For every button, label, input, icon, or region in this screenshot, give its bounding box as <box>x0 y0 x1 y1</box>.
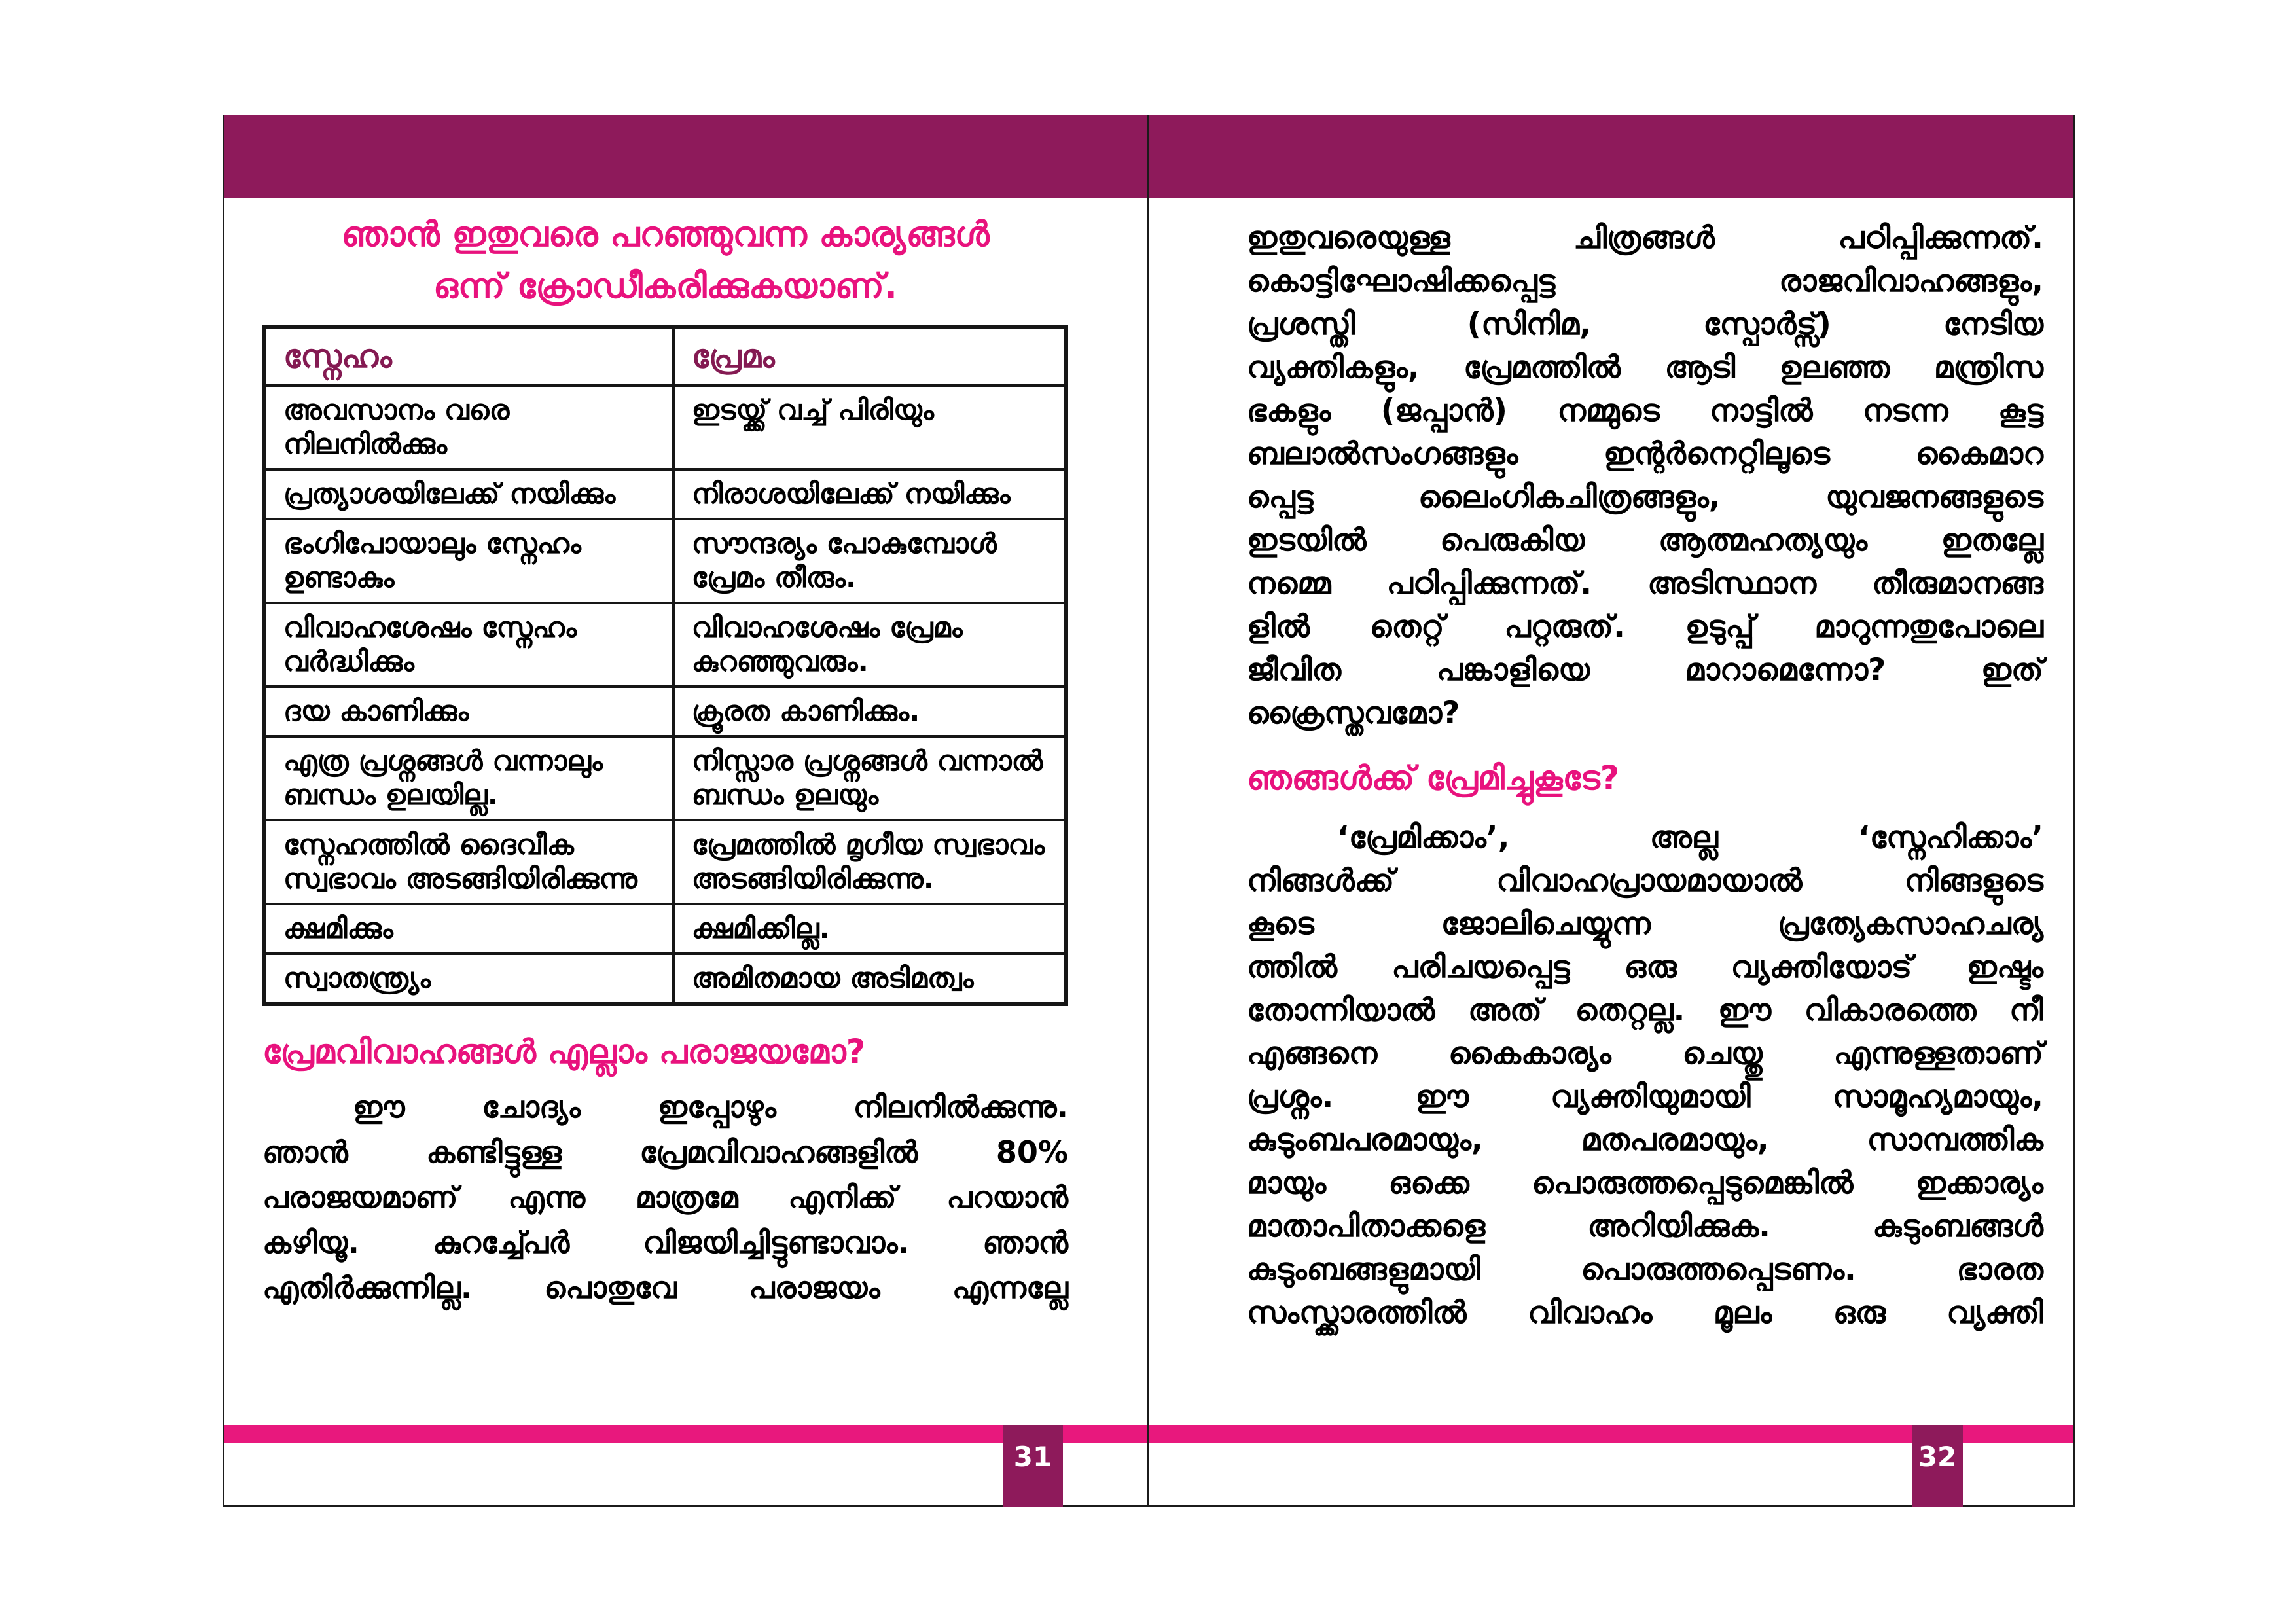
table-cell: ഇടയ്ക്ക് വച്ച് പിരിയും <box>673 386 1066 469</box>
left-page-content <box>224 198 1147 1310</box>
text-line: ഞാൻ ഇതുവരെ പറഞ്ഞുവന്ന കാര്യങ്ങൾ <box>341 215 990 255</box>
table-cell: എത്ര പ്രശ്നങ്ങൾ വന്നാലും ബന്ധം ഉലയില്ല. <box>264 736 673 820</box>
table-cell: അവസാനം വരെ നിലനിൽക്കും <box>264 386 673 469</box>
table-cell: ഭംഗിപോയാലും സ്നേഹം ഉണ്ടാകും <box>264 519 673 603</box>
comparison-table <box>262 325 1068 1006</box>
table-cell: ക്ഷമിക്കില്ല. <box>673 904 1066 954</box>
text-line: സംസ്ക്കാരത്തിൽ വിവാഹം മൂലം ഒരു വ്യക്തി <box>1247 1295 2043 1331</box>
table-cell: സ്വാതന്ത്ര്യം <box>264 954 673 1004</box>
table-cell: പ്രേമത്തിൽ മൃഗീയ സ്വഭാവം അടങ്ങിയിരിക്കുന്നു. <box>673 820 1066 904</box>
text-line: ഞാൻ കണ്ടിട്ടുള്ള പ്രേമവിവാഹങ്ങളിൽ 80% <box>262 1134 1068 1170</box>
right-page-number: 32 <box>1918 1441 1957 1473</box>
left-page-heading <box>262 209 1068 312</box>
text-line: കഴിയൂ. കുറച്ച്പേർ വിജയിച്ചിട്ടുണ്ടാവാം. ഞാൻ <box>262 1225 1068 1260</box>
left-section-heading: പ്രേമവിവാഹങ്ങൾ എല്ലാം പരാജയമോ? <box>262 1033 866 1072</box>
text-line: എങ്ങനെ കൈകാര്യം ചെയ്തു എന്നുള്ളതാണ് <box>1247 1036 2043 1072</box>
text-line: വ്യക്തികളും, പ്രേമത്തിൽ ആടി ഉലഞ്ഞ മന്ത്രിസ <box>1247 350 2043 386</box>
table-cell: നിസ്സാര പ്രശ്നങ്ങൾ വന്നാൽ ബന്ധം ഉലയും <box>673 736 1066 820</box>
text-line: കൊട്ടിഘോഷിക്കപ്പെട്ട രാജവിവാഹങ്ങളും, <box>1247 263 2043 299</box>
text-line: മാതാപിതാക്കളെ അറിയിക്കുക. കുടുംബങ്ങൾ <box>1247 1208 2043 1244</box>
text-line: ബലാൽസംഗങ്ങളും ഇന്റർനെറ്റിലൂടെ കൈമാറ <box>1247 436 2043 472</box>
table-row <box>264 469 1066 519</box>
table-header-row <box>264 327 1066 386</box>
left-page <box>224 115 1149 1505</box>
right-page-paragraph-2 <box>1247 816 2043 1335</box>
table-cell: ക്ഷമിക്കും <box>264 904 673 954</box>
text-line: പ്പെട്ട ലൈംഗികചിത്രങ്ങളും, യുവജനങ്ങളുടെ <box>1247 479 2043 515</box>
text-line: ‘പ്രേമിക്കാം’, അല്ല ‘സ്നേഹിക്കാം’ <box>1337 820 2043 856</box>
text-line: പ്രശ്നം. ഈ വ്യക്തിയുമായി സാമൂഹ്യമായും, <box>1247 1079 2043 1115</box>
table-cell: വിവാഹശേഷം പ്രേമം കുറഞ്ഞുവരും. <box>673 603 1066 687</box>
text-line: കുടുംബങ്ങളുമായി പൊരുത്തപ്പെടണം. ഭാരത <box>1247 1252 2043 1288</box>
table-cell: അമിതമായ അടിമത്വം <box>673 954 1066 1004</box>
table-row <box>264 904 1066 954</box>
text-line: ക്രൈസ്തവമോ? <box>1247 695 1460 731</box>
table-cell: ദയ കാണിക്കും <box>264 687 673 736</box>
text-line: ളിൽ തെറ്റ് പറ്റരുത്. ഉടുപ്പ് മാറുന്നതുപോലെ <box>1247 609 2043 645</box>
right-page-paragraph-1 <box>1247 217 2043 735</box>
text-line: നമ്മെ പഠിപ്പിക്കുന്നത്. അടിസ്ഥാന തീരുമാനങ്ങ <box>1247 566 2043 602</box>
text-line: ജീവിത പങ്കാളിയെ മാറാമെന്നോ? ഇത് <box>1247 652 2043 688</box>
book-spread <box>223 115 2075 1507</box>
table-cell: സ്നേഹത്തിൽ ദൈവീക സ്വഭാവം അടങ്ങിയിരിക്കുന്നു <box>264 820 673 904</box>
left-page-paragraph <box>262 1085 1068 1310</box>
table-header-cell: സ്നേഹം <box>264 327 673 386</box>
table-cell: ക്രൂരത കാണിക്കും. <box>673 687 1066 736</box>
left-page-number: 31 <box>1013 1441 1052 1473</box>
text-line: ഒന്ന് ക്രോഡീകരിക്കുകയാണ്. <box>433 266 897 306</box>
text-line: ഈ ചോദ്യം ഇപ്പോഴും നിലനിൽക്കുന്നു. <box>353 1089 1068 1125</box>
right-page-top-bar <box>1149 115 2073 198</box>
table-row <box>264 519 1066 603</box>
table-row <box>264 687 1066 736</box>
table-row <box>264 954 1066 1004</box>
text-line: മായും ഒക്കെ പൊരുത്തപ്പെടുമെങ്കിൽ ഇക്കാര്യം <box>1247 1165 2043 1201</box>
text-line: ത്തിൽ പരിചയപ്പെട്ട ഒരു വ്യക്തിയോട് ഇഷ്ടം <box>1247 949 2043 985</box>
text-line: ഇടയിൽ പെരുകിയ ആത്മഹത്യയും ഇതല്ലേ <box>1247 522 2043 558</box>
table-cell: വിവാഹശേഷം സ്നേഹം വർദ്ധിക്കും <box>264 603 673 687</box>
right-page-number-tab <box>1912 1425 1963 1507</box>
table-cell: പ്രത്യാശയിലേക്ക് നയിക്കും <box>264 469 673 519</box>
right-section-heading: ഞങ്ങൾക്ക് പ്രേമിച്ചുകൂടേ? <box>1247 759 1620 798</box>
left-page-number-tab <box>1003 1425 1063 1507</box>
text-line: പ്രശസ്തി (സിനിമ, സ്പോർട്സ്) നേടിയ <box>1247 306 2043 342</box>
text-line: തോന്നിയാൽ അത് തെറ്റല്ല. ഈ വികാരത്തെ നീ <box>1247 992 2043 1028</box>
text-line: പരാജയമാണ് എന്നു മാത്രമേ എനിക്ക് പറയാൻ <box>262 1180 1068 1215</box>
right-page <box>1149 115 2073 1505</box>
table-cell: സൗന്ദര്യം പോകുമ്പോൾ പ്രേമം തീരും. <box>673 519 1066 603</box>
table-row <box>264 736 1066 820</box>
right-page-content <box>1149 198 2073 1335</box>
left-page-top-bar <box>224 115 1147 198</box>
table-header-cell: പ്രേമം <box>673 327 1066 386</box>
table-cell: നിരാശയിലേക്ക് നയിക്കും <box>673 469 1066 519</box>
table-row <box>264 386 1066 469</box>
text-line: കൂടെ ജോലിചെയ്യുന്ന പ്രത്യേകസാഹചര്യ <box>1247 906 2043 942</box>
text-line: നിങ്ങൾക്ക് വിവാഹപ്രായമായാൽ നിങ്ങളുടെ <box>1247 863 2043 899</box>
text-line: എതിർക്കുന്നില്ല. പൊതുവേ പരാജയം എന്നല്ലേ <box>262 1270 1068 1305</box>
text-line: ഭകളും (ജപ്പാൻ) നമ്മുടെ നാട്ടിൽ നടന്ന കൂട്ട <box>1247 393 2043 429</box>
text-line: ഇതുവരെയുള്ള ചിത്രങ്ങൾ പഠിപ്പിക്കുന്നത്. <box>1247 220 2043 256</box>
table-row <box>264 820 1066 904</box>
text-line: കുടുംബപരമായും, മതപരമായും, സാമ്പത്തിക <box>1247 1122 2043 1158</box>
table-row <box>264 603 1066 687</box>
